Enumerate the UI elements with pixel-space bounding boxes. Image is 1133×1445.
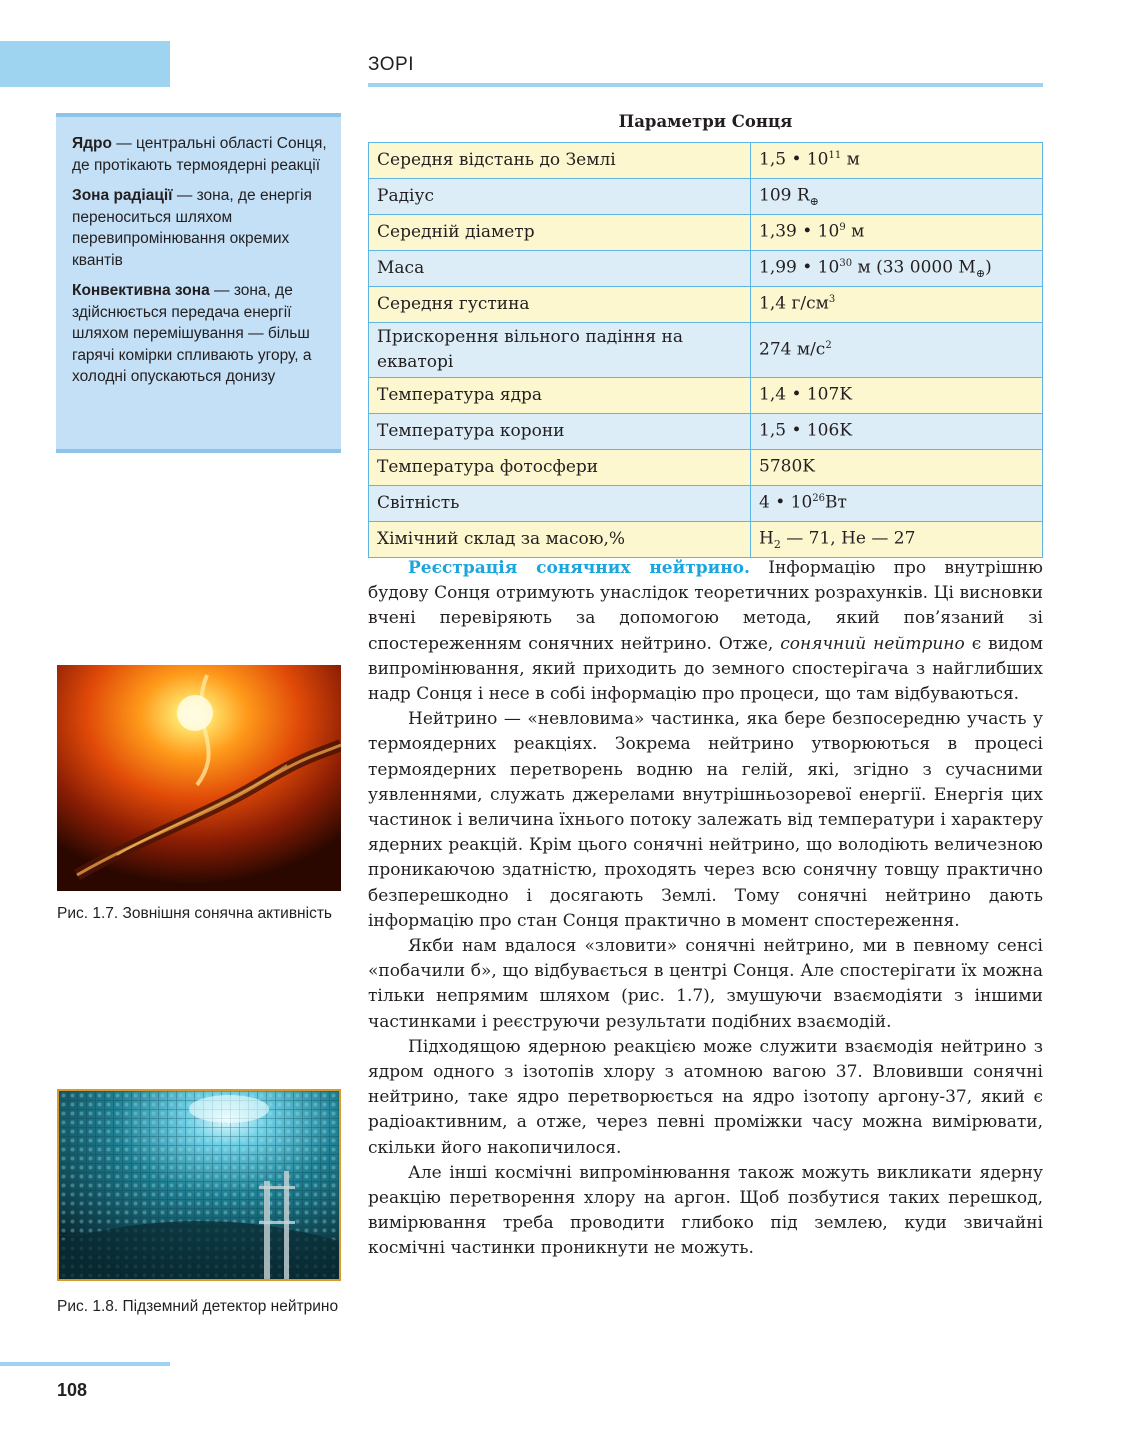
table-row (369, 287, 1043, 323)
header-color-block (0, 41, 170, 87)
section-title: ЗОРІ (368, 54, 414, 75)
table-row (369, 143, 1043, 179)
table-row (369, 215, 1043, 251)
header-rule (368, 83, 1043, 87)
table-row (369, 414, 1043, 450)
param-name: Маса (369, 251, 751, 287)
param-value: 274 $м/с^2$ (751, 323, 1043, 378)
param-value: $H_2$ — 71, He — 27 (751, 522, 1043, 558)
param-value: 109 $R_\oplus$ (751, 179, 1043, 215)
table-row (369, 378, 1043, 414)
table-row (369, 486, 1043, 522)
paragraph: Якби нам вдалося «зловити» сонячні нейтрино, ми в певному сенсі «побачили б», що відбувається в центрі Сонця. Але спостерігати їх можна тільки непрямим шляхом (рис. 1.7), змушуючи взаємодіяти з іншими частинками і реєструючи результати подібних взаємодій. (368, 936, 1043, 1032)
body-text (368, 556, 1043, 1262)
param-value: 1,99 • $10^{30}$ м (33 0000 $M_\oplus$) (751, 251, 1043, 287)
param-value: 1,5 • $10^{11}$ м (751, 143, 1043, 179)
paragraph: Реєстрація сонячних нейтрино. Інформацію про внутрішню будову Сонця отримують унаслідок теоретичних розрахунків. Ці висновки вчені перевіряють за допомогою метода, який пов’язаний зі спостереженням сонячних нейтрино. Отже, сонячний нейтрино є видом випромінювання, який приходить до земного спостерігача з найглибших надр Сонця і несе в собі інформацію про процеси, що там відбуваються. (368, 558, 1044, 705)
paragraph: Але інші космічні випромінювання також можуть викликати ядерну реакцію перетворення хлору на аргон. Щоб позбутися таких перешкод, вимірювання треба проводити глибоко під землею, куди звичайні космічні частинки проникнути не можуть. (368, 1162, 1043, 1259)
table-row (369, 522, 1043, 558)
table-row (369, 450, 1043, 486)
glossary-item (72, 280, 327, 388)
neutrino-detector-photo (57, 1089, 341, 1281)
figure-caption: Рис. 1.7. Зовнішня сонячна активність (57, 905, 332, 922)
table-row (369, 179, 1043, 215)
table-caption: Параметри Сонця (618, 112, 793, 131)
glossary-definition: — центральні області Сонця, де протікають термоядерні реакції (72, 135, 327, 174)
glossary-definition: — зона, де енергія переноситься шляхом перевипромінювання окремих квантів (72, 187, 312, 269)
param-name: Температура корони (369, 414, 751, 450)
paragraph-lead: Реєстрація сонячних нейтрино. (408, 558, 750, 578)
param-value: 1,5 • 106K (751, 414, 1043, 450)
solar-activity-photo (57, 665, 341, 891)
param-name: Радіус (369, 179, 751, 215)
param-value: 1,4 $г/см^3$ (751, 287, 1043, 323)
glossary-item (72, 185, 327, 271)
table-row (369, 251, 1043, 287)
param-value: 4 • $10^{26}Вт$ (751, 486, 1043, 522)
param-name: Світність (369, 486, 751, 522)
page-number: 108 (57, 1380, 88, 1400)
param-name: Температура фотосфери (369, 450, 751, 486)
glossary-term: Ядро (72, 135, 112, 152)
param-name: Хімічний склад за масою,% (369, 522, 751, 558)
footer-rule (0, 1362, 170, 1366)
glossary-box (56, 113, 341, 453)
param-name: Середня відстань до Землі (369, 143, 751, 179)
term-emphasis: сонячний нейтрино (780, 633, 965, 654)
glossary-term: Конвективна зона (72, 282, 210, 299)
glossary-definition: — зона, де здійснюється передача енергії шляхом перемішування — більш гарячі комірки спливають угору, а холодні опускаються донизу (72, 282, 312, 385)
param-value: 1,39 • $10^9$ м (751, 215, 1043, 251)
param-value: 5780K (751, 450, 1043, 486)
figure-caption: Рис. 1.8. Підземний детектор нейтрино (57, 1298, 339, 1315)
param-name: Температура ядра (369, 378, 751, 414)
param-name: Прискорення вільного падіння на екваторі (369, 323, 751, 378)
glossary-term: Зона радіації (72, 187, 173, 204)
param-value: 1,4 • 107K (751, 378, 1043, 414)
param-name: Середній діаметр (369, 215, 751, 251)
table-row (369, 323, 1043, 378)
sun-parameters-table (368, 142, 1043, 558)
glossary-item (72, 133, 327, 176)
paragraph: Підходящою ядерною реакцією може служити взаємодія нейтрино з ядром одного з ізотопів хлору з атомною вагою 37. Вловивши сонячні нейтрино, таке ядро перетворюється на ядро ізотопу аргону-37, який є радіоактивним, а отже, через певні проміжки часу можна вимірювати, скільки його накопичилося. (368, 1036, 1043, 1158)
param-name: Середня густина (369, 287, 751, 323)
paragraph: Нейтрино — «невловима» частинка, яка бере безпосередню участь у термоядерних реакціях. Зокрема нейтрино утворюються в процесі термоядерних перетворень водню на гелій, які, згідно з сучасними уявленнями, служать джерелами внутрішньозоревої енергії. Енергія цих частинок і величина їхнього потоку залежать від температури і характеру ядерних реакцій. Крім цього сонячні нейтрино, що володіють величезною проникаючою здатністю, проходять через всю сонячну товщу практично безперешкодно і досягають Землі. Тому сонячні нейтрино дають інформацію про стан Сонця практично в момент спостереження. (368, 709, 1043, 931)
